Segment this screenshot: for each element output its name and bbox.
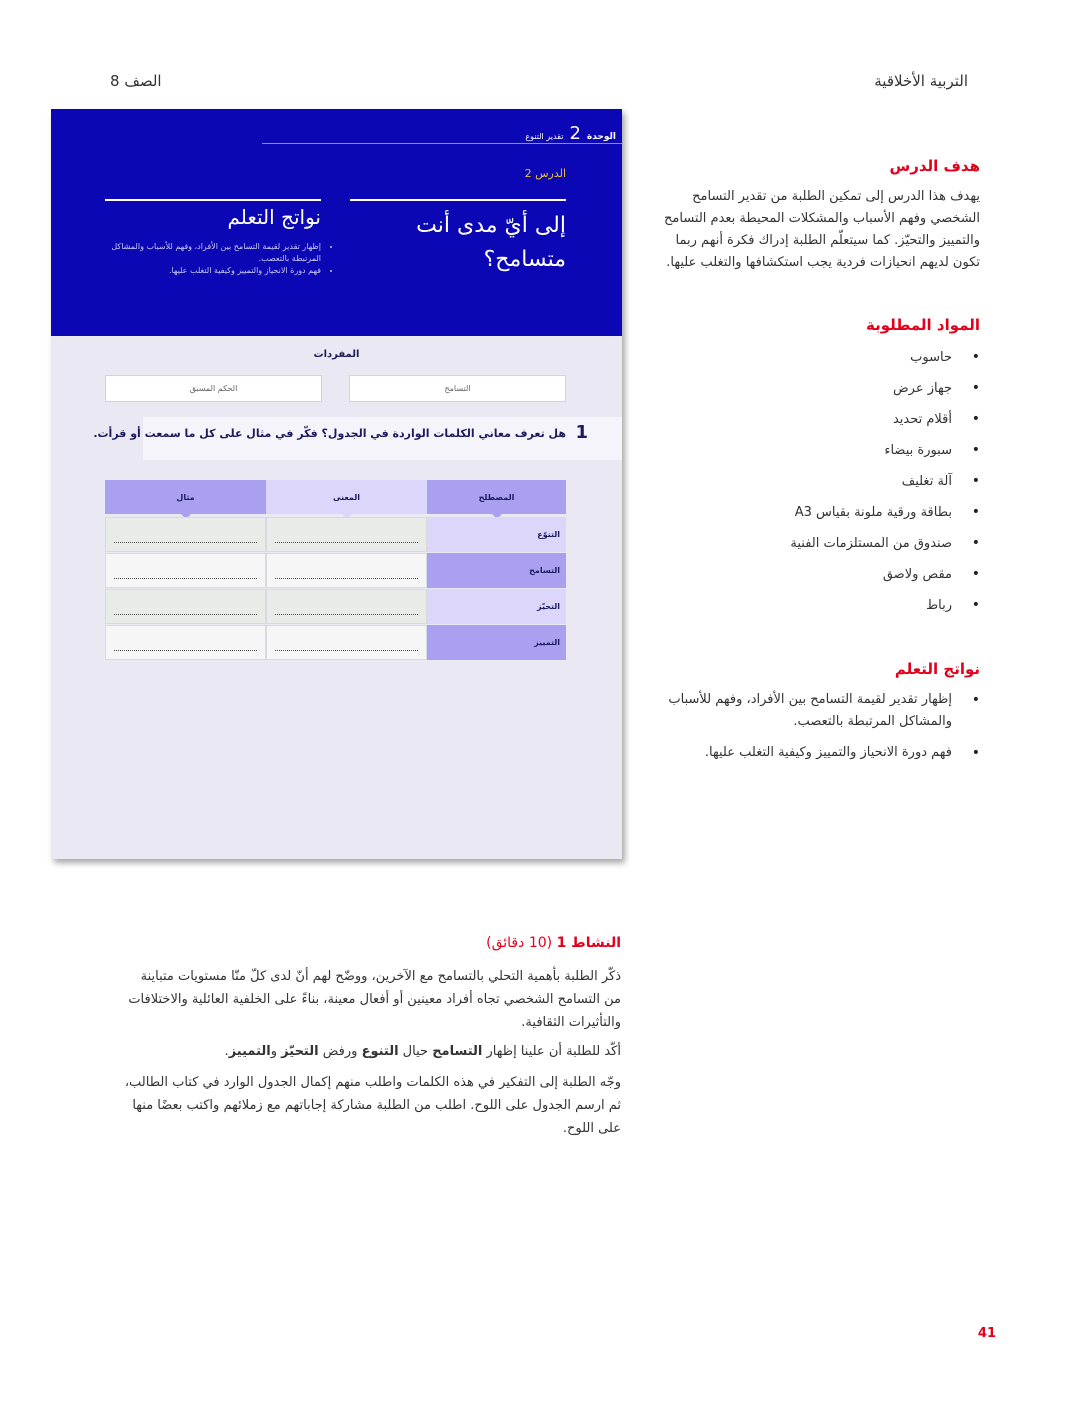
book-outcomes-list [105, 241, 335, 277]
term-text: التمييز [534, 638, 560, 647]
text-run: . [224, 1044, 229, 1059]
activity-title: النشاط 1 [556, 935, 621, 951]
activity-paragraph-1: ذكّر الطلبة بأهمية التحلي بالتسامح مع الآخرين، ووضّح لهم أنّ لدى كلّ منّا مستويات متباينة من التسامح الشخصي تجاه أفراد معينين أو أفعال معينة، بناءً على الخلفية العائلية والاختلافات والتأثيرات الثقافية. [128, 969, 621, 1030]
material-item: • أقلام تحديد [632, 404, 952, 435]
text-run: حيال [398, 1044, 433, 1059]
material-item: • صندوق من المستلزمات الفنية [632, 528, 952, 559]
question-text: هل تعرف معاني الكلمات الواردة في الجدول؟ فكّر في مثال على كل ما سمعت أو قرأت. [93, 427, 566, 440]
question-number: 1 [575, 422, 588, 443]
material-item: • سبورة بيضاء [632, 435, 952, 466]
lesson-banner [51, 109, 622, 336]
outcomes-list [632, 689, 980, 773]
text-run: و [270, 1044, 282, 1059]
vocab-title: المفردات [313, 349, 360, 360]
term-text: التسامح [529, 566, 560, 575]
unit-number: 2 [569, 123, 581, 144]
unit-name: تقدير التنوع [525, 132, 564, 141]
material-item: • رباط [632, 590, 952, 621]
activity-paragraph-2 [121, 1040, 621, 1063]
outcome-item: • فهم دورة الانحياز والتمييز وكيفية التغلب عليها. [632, 742, 952, 764]
subject-header: التربية الأخلاقية [874, 72, 968, 90]
term-text: التنوّع [537, 530, 560, 539]
student-book-page [51, 109, 622, 859]
title-rule [350, 199, 566, 201]
meaning-cell[interactable] [266, 553, 427, 588]
bold-term: التسامح [432, 1044, 483, 1059]
vocab-box-tolerance: التسامح [349, 375, 566, 402]
header-text: مثال [176, 492, 195, 502]
activity-heading [486, 935, 621, 951]
meaning-cell[interactable] [266, 625, 427, 660]
book-outcomes-title: نواتج التعلم [227, 205, 321, 229]
material-item: • جهاز عرض [632, 373, 952, 404]
example-cell[interactable] [105, 589, 266, 624]
lesson-title: إلى أيّ مدى أنت متسامح؟ [416, 213, 566, 272]
material-item: • مقص ولاصق [632, 559, 952, 590]
outcomes-title: نواتج التعلم [894, 660, 980, 678]
term-text: التحيّز [536, 602, 560, 611]
text-run: ورفض [318, 1044, 362, 1059]
table-term-discrimination [427, 625, 566, 660]
header-text: المصطلح [478, 492, 515, 502]
lesson-label: الدرس 2 [524, 167, 566, 180]
table-term-diversity [427, 517, 566, 552]
example-cell[interactable] [105, 625, 266, 660]
materials-list [632, 342, 980, 621]
grade-header: الصف 8 [110, 72, 162, 90]
activity-paragraph-3: وجّه الطلبة إلى التفكير في هذه الكلمات واطلب منهم إكمال الجدول الوارد في كتاب الطالب، ثم ارسم الجدول على اللوح. اطلب من الطلبة مشاركة إجاباتهم مع زملائهم واكتب بعضًا منها على اللوح. [124, 1075, 621, 1136]
book-outcome-item: • فهم دورة الانحياز والتمييز وكيفية التغلب عليها. [105, 265, 321, 277]
example-cell[interactable] [105, 553, 266, 588]
page-number: 41 [977, 1326, 996, 1341]
bold-term: التحيّز [281, 1044, 319, 1059]
materials-title: المواد المطلوبة [866, 316, 980, 334]
bold-term: التنوع [361, 1044, 399, 1059]
vocab-box-prejudice: الحكم المسبق [105, 375, 322, 402]
example-cell[interactable] [105, 517, 266, 552]
goal-title: هدف الدرس [889, 157, 980, 175]
unit-label [525, 123, 616, 144]
table-header-term [427, 480, 566, 514]
bold-term: التمييز [228, 1044, 271, 1059]
table-term-bias [427, 589, 566, 624]
meaning-cell[interactable] [266, 517, 427, 552]
material-item: • حاسوب [632, 342, 952, 373]
book-outcome-item: • إظهار تقدير لقيمة التسامح بين الأفراد، وفهم للأسباب والمشاكل المرتبطة بالتعصب. [105, 241, 321, 265]
table-header-meaning [266, 480, 427, 514]
outcome-item: • إظهار تقدير لقيمة التسامح بين الأفراد، وفهم للأسباب والمشاكل المرتبطة بالتعصب. [632, 689, 952, 733]
material-item: • بطاقة ورقية ملونة بقياس A3 [632, 497, 952, 528]
material-item: • آلة تغليف [632, 466, 952, 497]
table-term-tolerance [427, 553, 566, 588]
text-run: أكّد للطلبة أن علينا إظهار [482, 1044, 621, 1059]
goal-text: يهدف هذا الدرس إلى تمكين الطلبة من تقدير التسامح الشخصي وفهم الأسباب والمشكلات المحيطة بعدم التسامح والتمييز والتحيّز. كما سيتعلّم الطلبة إدراك فكرة أنهم ربما تكون لديهم انحيازات فردية يجب استكشافها والتغلب عليها. [664, 189, 980, 270]
unit-word: الوحدة [586, 132, 616, 142]
activity-duration: (10 دقائق) [486, 935, 553, 951]
table-header-example [105, 480, 266, 514]
outcomes-rule [105, 199, 321, 201]
header-text: المعنى [333, 492, 360, 502]
meaning-cell[interactable] [266, 589, 427, 624]
